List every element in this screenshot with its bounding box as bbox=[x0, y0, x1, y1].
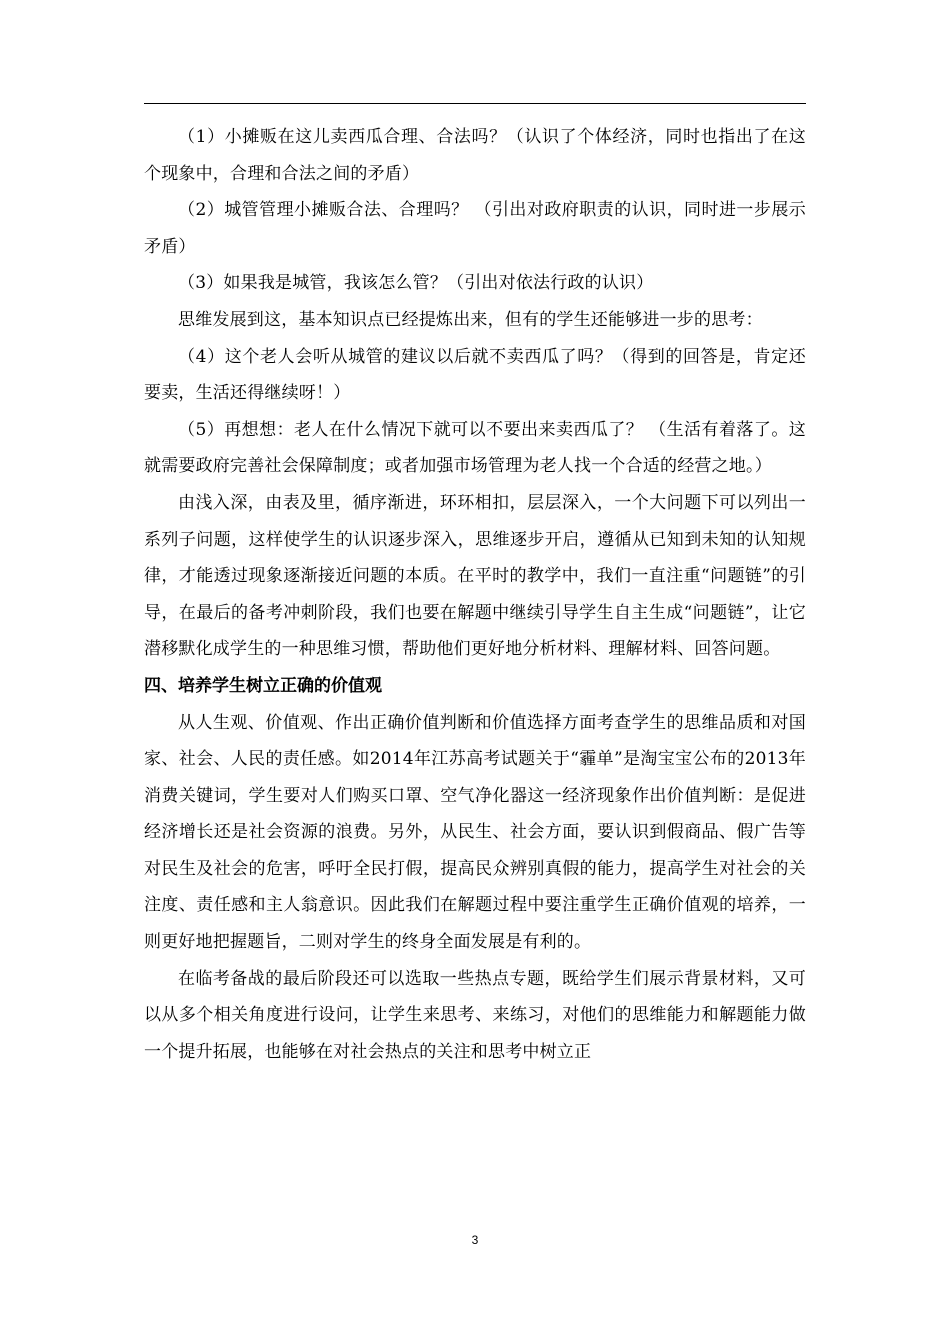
values-paragraph: 从人生观、价值观、作出正确价值判断和价值选择方面考查学生的思维品质和对国家、社会、人民的责任感。如2014年江苏高考试题关于“霾单”是淘宝宝公布的2013年消费关键词，学生要对人们购买口罩、空气净化器这一经济现象作出价值判断：是促进经济增长还是社会资源的浪费。另外，从民生、社会方面，要认识到假商品、假广告等对民生及社会的危害，呼吁全民打假，提高民众辨别真假的能力，提高学生对社会的关注度、责任感和主人翁意识。因此我们在解题过程中要注重学生正确价值观的培养，一则更好地把握题旨，二则对学生的终身全面发展是有利的。 bbox=[144, 712, 806, 953]
question-3-paragraph: （3）如果我是城管，我该怎么管？（引出对依法行政的认识） bbox=[178, 273, 654, 294]
question-2-paragraph: （2）城管管理小摊贩合法、合理吗？ （引出对政府职责的认识，同时进一步展示矛盾） bbox=[144, 200, 806, 257]
section-heading: 四、培养学生树立正确的价值观 bbox=[144, 675, 382, 696]
question-5-paragraph: （5）再想想：老人在什么情况下就可以不要出来卖西瓜了？ （生活有着落了。这就需要政府完善社会保障制度；或者加强市场管理为老人找一个合适的经营之地。） bbox=[144, 419, 806, 477]
page-number: 3 bbox=[471, 1233, 479, 1247]
header-rule bbox=[144, 103, 806, 104]
document-body bbox=[144, 119, 806, 1070]
question-chain-paragraph: 由浅入深，由表及里，循序渐进，环环相扣，层层深入，一个大问题下可以列出一系列子问题，这样使学生的认识逐步深入，思维逐步开启，遵循从已知到未知的认知规律，才能透过现象逐渐接近问题的本质。在平时的教学中，我们一直注重“问题链”的引导，在最后的备考冲刺阶段，我们也要在解题中继续引导学生自主生成“问题链”，让它潜移默化成学生的一种思维习惯，帮助他们更好地分析材料、理解材料、回答问题。 bbox=[144, 492, 806, 660]
question-1-paragraph: （1）小摊贩在这儿卖西瓜合理、合法吗？（认识了个体经济，同时也指出了在这个现象中，合理和合法之间的矛盾） bbox=[144, 127, 806, 184]
thinking-development-paragraph: 思维发展到这，基本知识点已经提炼出来，但有的学生还能够进一步的思考： bbox=[178, 309, 763, 330]
hot-topics-paragraph: 在临考备战的最后阶段还可以选取一些热点专题，既给学生们展示背景材料，又可以从多个相关角度进行设问，让学生来思考、来练习，对他们的思维能力和解题能力做一个提升拓展，也能够在对社会热点的关注和思考中树立正 bbox=[144, 968, 806, 1062]
question-4-paragraph: （4）这个老人会听从城管的建议以后就不卖西瓜了吗？（得到的回答是，肯定还要卖，生活还得继续呀！） bbox=[144, 346, 806, 404]
